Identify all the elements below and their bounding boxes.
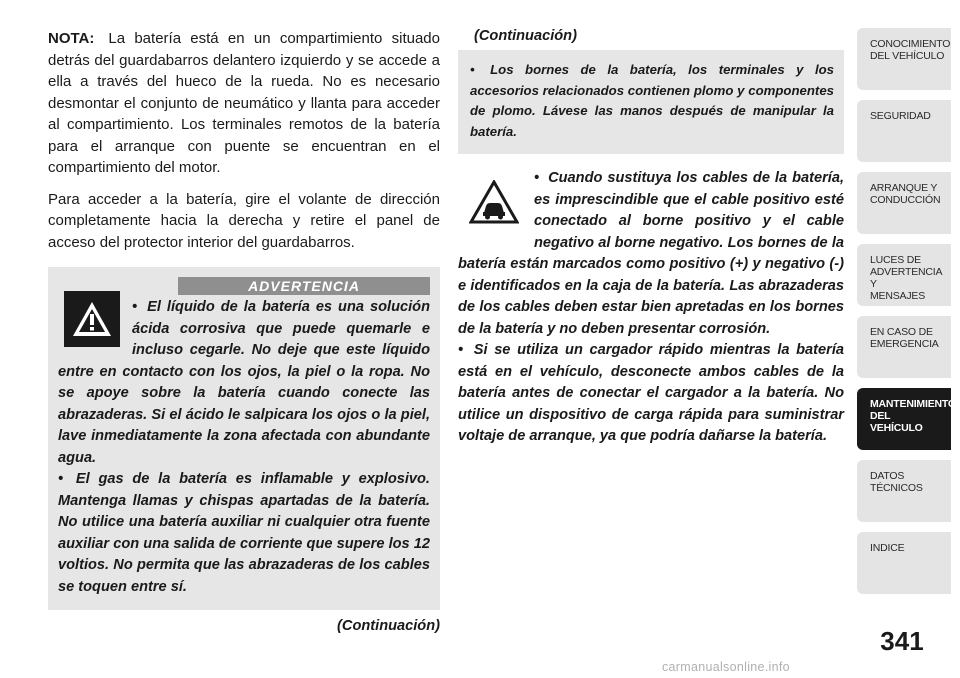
nota-paragraph [48, 28, 440, 179]
bullet: • [132, 299, 138, 315]
bullet: • [470, 62, 475, 77]
continued-warning-box [458, 50, 844, 154]
continued-label-top: (Continuación) [474, 28, 577, 44]
tab-label: INDICE [870, 542, 905, 554]
nota-text: La batería está en un compartimiento situado detrás del guardabarros delantero izquierdo y se accede a ella a través del hueco de la rueda. No es necesario desmontar el conjunto de neumático y llanta para acceder al compartimiento. Los terminales remotos de la batería para el arranque con puente se encuentran en el compartimiento del motor. [48, 30, 440, 176]
tab-luces-de-advertencia[interactable] [857, 244, 951, 306]
nota-label: NOTA: [48, 30, 95, 47]
tab-datos-tecnicos[interactable] [857, 460, 951, 522]
right-column [458, 28, 844, 448]
vehicle-caution-icon [466, 174, 522, 230]
tab-label: ARRANQUE Y CONDUCCIÓN [870, 182, 941, 206]
tab-label: MANTENIMIENTO DEL VEHÍCULO [870, 398, 956, 434]
continued-label-bottom: (Continuación) [337, 618, 440, 634]
tab-label: SEGURIDAD [870, 110, 931, 122]
warning-header: ADVERTENCIA [178, 277, 430, 295]
tab-seguridad[interactable] [857, 100, 951, 162]
caution-bullet-2: Si se utiliza un cargador rápido mientras la batería está en el vehículo, desconecte ambos cables de la batería antes de conectar el cargador a la batería. No utilice un dispositivo de carga rápida para suministrar voltaje de arranque, ya que podría dañarse la batería. [458, 342, 845, 444]
left-column [48, 28, 440, 634]
tab-label: CONOCIMIENTO DEL VEHÍCULO [870, 38, 951, 62]
caution-bullet-1: Cuando sustituya los cables de la batería, es imprescindible que el cable positivo esté conectado al borne positivo y el cable negativo al borne negativo. Los bornes de la batería están marcados como positivo (+) y negativo (-) e identificados en la caja de la batería. Las abrazaderas de los cables deben estar bien apretadas en los bornes de la batería y no deben presentar corrosión. [458, 170, 844, 337]
warning-triangle-icon [64, 291, 120, 347]
watermark: carmanualsonline.info [662, 660, 790, 674]
warning-bullet-2: El gas de la batería es inflamable y explosivo. Mantenga llamas y chispas apartadas de la batería. No utilice una batería auxiliar ni cualquier otra fuente auxiliar con una salida de corriente que supere los 12 voltios. No permita que las abrazaderas de los cables se toquen entre sí. [58, 471, 430, 595]
bullet: • [58, 471, 64, 487]
tab-label: DATOS TÉCNICOS [870, 470, 923, 494]
tab-conocimiento-del-vehiculo[interactable] [857, 28, 951, 90]
section-tabs [857, 28, 956, 604]
bullet: • [458, 342, 464, 358]
tab-mantenimiento-del-vehiculo[interactable] [857, 388, 956, 450]
bullet: • [534, 170, 540, 186]
tab-indice[interactable] [857, 532, 951, 594]
tab-arranque-y-conduccion[interactable] [857, 172, 951, 234]
warning-box [48, 267, 440, 610]
tab-en-caso-de-emergencia[interactable] [857, 316, 951, 378]
tab-label: LUCES DE ADVERTENCIA Y MENSAJES [870, 254, 942, 302]
page-number: 341 [880, 626, 924, 656]
warning-bullet-1: El líquido de la batería es una solución ácida corrosiva que puede quemarle e incluso cegarle. No deje que este líquido entre en contacto con los ojos, la piel o la ropa. No se apoye sobre la batería cuando conecte las abrazaderas. Si el ácido le salpicara los ojos o la piel, lave inmediatamente la zona afectada con abundante agua. [58, 299, 430, 466]
caution-block [458, 168, 844, 448]
tab-label: EN CASO DE EMERGENCIA [870, 326, 939, 350]
lead-warning-text: Los bornes de la batería, los terminales y los accesorios relacionados contienen plomo y componentes de plomo. Lávese las manos después de manipular la batería. [470, 62, 834, 139]
access-paragraph: Para acceder a la batería, gire el volante de dirección completamente hacia la derecha y retire el panel de acceso del protector interior del guardabarros. [48, 190, 440, 251]
